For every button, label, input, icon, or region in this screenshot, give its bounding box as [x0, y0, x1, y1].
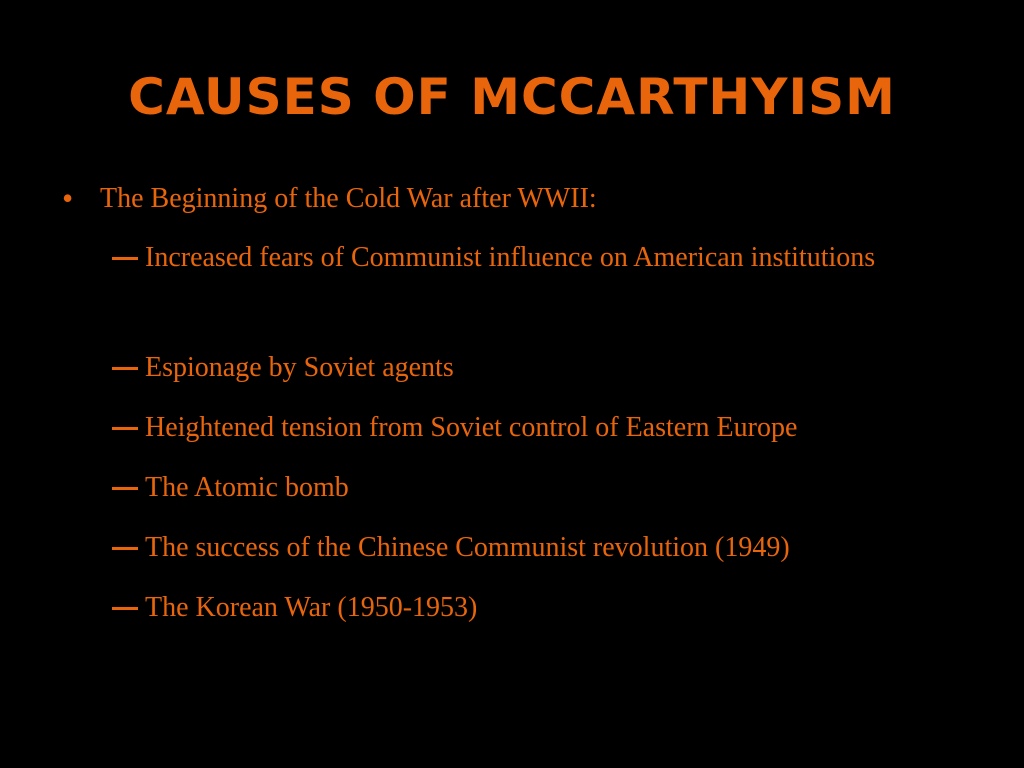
slide-title: CAUSES OF MCCARTHYISM [128, 68, 896, 126]
sub-item-text: The Atomic bomb [145, 472, 349, 503]
dash-icon [112, 257, 138, 260]
sub-item-text: The success of the Chinese Communist revolution (1949) [145, 532, 790, 563]
dash-icon [112, 427, 138, 430]
sub-item-text: Increased fears of Communist influence on American institutions [145, 242, 876, 273]
sub-item-text: Espionage by Soviet agents [145, 352, 454, 383]
dash-icon [112, 487, 138, 490]
sub-item-text: Heightened tension from Soviet control of Eastern Europe [145, 412, 798, 443]
bullet-dot-icon: • [62, 180, 74, 216]
main-bullet-text: The Beginning of the Cold War after WWII: [100, 183, 597, 214]
sub-item-text: The Korean War (1950-1953) [145, 592, 478, 623]
dash-icon [112, 547, 138, 550]
dash-icon [112, 607, 138, 610]
dash-icon [112, 367, 138, 370]
